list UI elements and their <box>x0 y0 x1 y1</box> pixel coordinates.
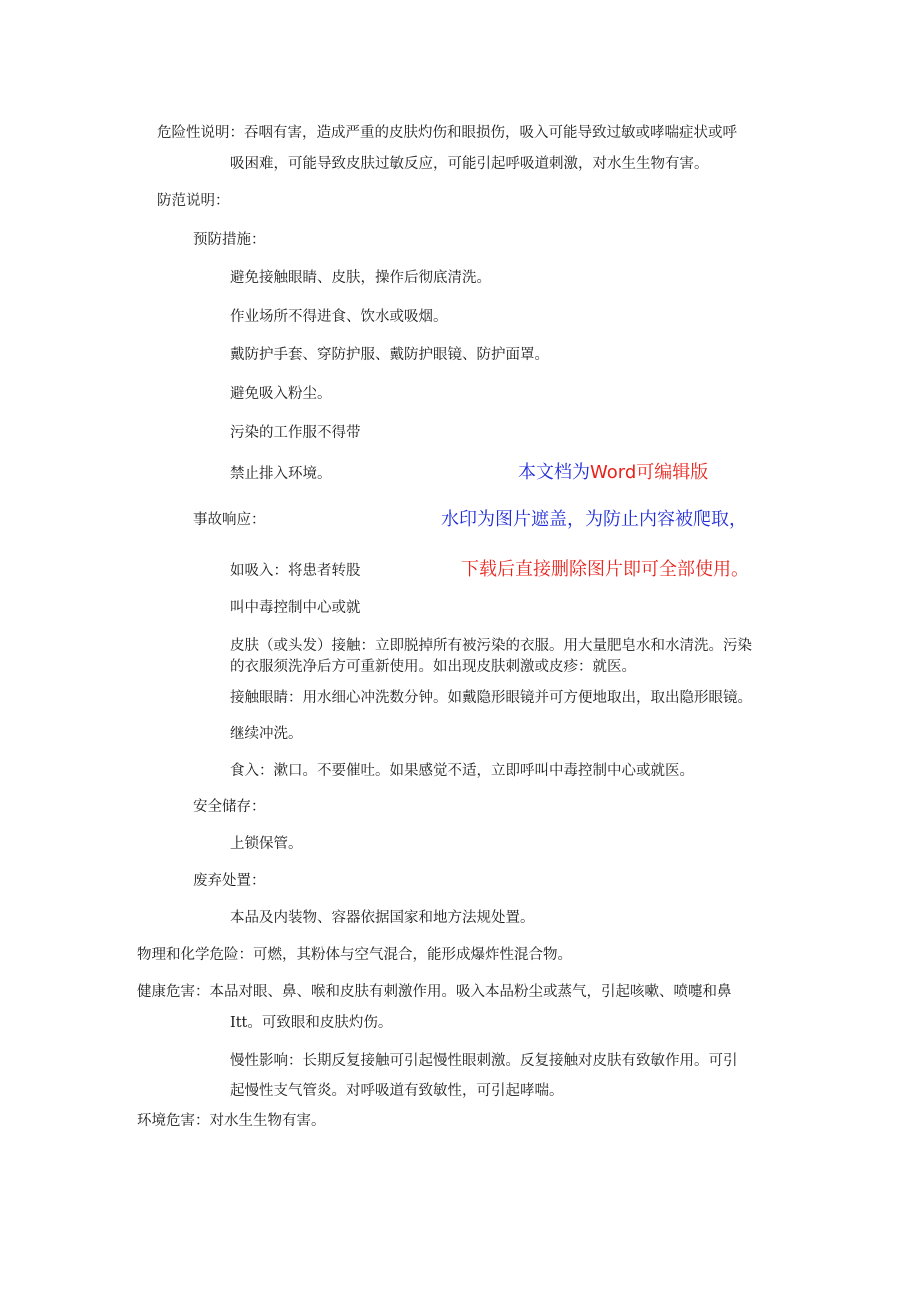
precaution-heading: 防范说明： <box>157 193 230 209</box>
prevention-item: 避免接触眼睛、皮肤，操作后彻底清洗。 <box>230 270 491 286</box>
prevention-item: 避免吸入粉尘。 <box>230 386 332 402</box>
disposal-text: 本品及内装物、容器依据国家和地方法规处置。 <box>230 910 535 926</box>
response-inhalation-line-1: 如吸入：将患者转股 <box>230 563 361 579</box>
storage-heading: 安全储存： <box>193 799 266 815</box>
chronic-effect-line-1: 慢性影响：长期反复接触可引起慢性眼刺激。反复接触对皮肤有致敏作用。可引 <box>230 1053 738 1069</box>
watermark-line-3: 下载后直接删除图片即可全部使用。 <box>461 559 749 580</box>
storage-text: 上锁保管。 <box>230 836 303 852</box>
response-eye-line-2: 继续冲洗。 <box>230 726 303 742</box>
response-heading: 事故响应： <box>193 512 266 528</box>
prevention-item: 作业场所不得进食、饮水或吸烟。 <box>230 309 448 325</box>
prevention-item: 戴防护手套、穿防护服、戴防护眼镜、防护面罩。 <box>230 347 549 363</box>
response-ingestion: 食入：漱口。不要催吐。如果感觉不适，立即呼叫中毒控制中心或就医。 <box>230 763 694 779</box>
environmental-hazard: 环境危害：对水生生物有害。 <box>137 1113 326 1129</box>
health-hazard-line-1: 健康危害：本品对眼、鼻、喉和皮肤有刺激作用。吸入本品粉尘或蒸气，引起咳嗽、喷嚏和鼻 <box>137 984 732 1000</box>
response-skin-line-2: 的衣服须洗净后方可重新使用。如出现皮肤刺激或皮疹：就医。 <box>230 659 636 675</box>
response-skin-line-1: 皮肤（或头发）接触：立即脱掉所有被污染的衣服。用大量肥皂水和水清洗。污染 <box>230 638 752 654</box>
response-inhalation-line-2: 叫中毒控制中心或就 <box>230 600 361 616</box>
hazard-statement-line-2: 吸困难，可能导致皮肤过敏反应，可能引起呼吸道刺激，对水生生物有害。 <box>230 156 709 172</box>
health-hazard-line-2: Itt。可致眼和皮肤灼伤。 <box>230 1015 393 1031</box>
chronic-effect-line-2: 起慢性支气管炎。对呼吸道有致敏性，可引起哮喘。 <box>230 1083 564 1099</box>
prevention-item: 污染的工作服不得带 <box>230 425 361 441</box>
response-eye-line-1: 接触眼睛：用水细心冲洗数分钟。如戴隐形眼镜并可方便地取出，取出隐形眼镜。 <box>230 690 752 706</box>
watermark-line-1-text: 本文档为Word可编辑版 <box>518 462 709 483</box>
prevention-heading: 预防措施： <box>193 232 266 248</box>
physical-hazard: 物理和化学危险：可燃，其粉体与空气混合，能形成爆炸性混合物。 <box>137 947 572 963</box>
watermark-line-1 <box>518 461 708 485</box>
watermark-line-2: 水印为图片遮盖，为防止内容被爬取， <box>441 509 747 530</box>
prevention-item: 禁止排入环境。 <box>230 466 332 482</box>
disposal-heading: 废弃处置： <box>193 873 266 889</box>
hazard-statement-line-1: 危险性说明：吞咽有害，造成严重的皮肤灼伤和眼损伤，吸入可能导致过敏或哮喘症状或呼 <box>157 125 737 141</box>
